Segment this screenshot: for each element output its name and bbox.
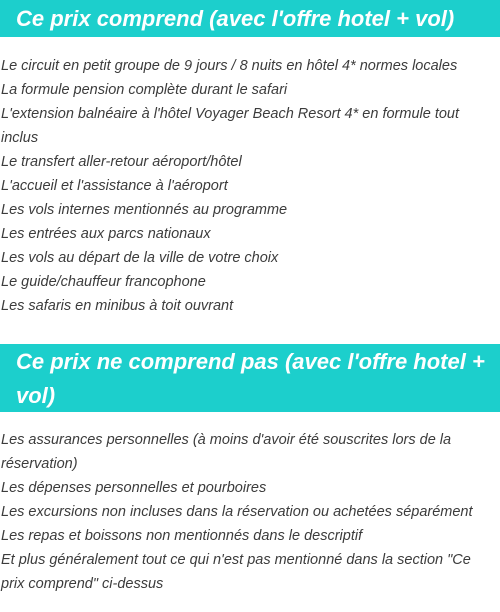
list-item: Les excursions non incluses dans la réservation ou achetées séparément (1, 504, 473, 520)
list-item: Les vols internes mentionnés au programme (1, 202, 288, 218)
excluded-list (1, 428, 497, 596)
list-item: Le guide/chauffeur francophone (1, 274, 206, 290)
section-title-excluded: Ce prix ne comprend pas (avec l'offre hotel + vol) (0, 344, 500, 412)
list-item: Et plus généralement tout ce qui n'est pas mentionné dans la section "Ce prix comprend" ci-dessus (1, 552, 471, 592)
list-item: Le transfert aller-retour aéroport/hôtel (1, 154, 242, 170)
list-item: Les dépenses personnelles et pourboires (1, 480, 267, 496)
list-item: Les assurances personnelles (à moins d'avoir été souscrites lors de la réservation) (1, 432, 452, 472)
list-item: L'extension balnéaire à l'hôtel Voyager Beach Resort 4* en formule tout inclus (1, 106, 460, 146)
list-item: Les vols au départ de la ville de votre choix (1, 250, 279, 266)
list-item: Les safaris en minibus à toit ouvrant (1, 298, 234, 314)
section-title-included: Ce prix comprend (avec l'offre hotel + vol) (0, 0, 500, 37)
list-item: Le circuit en petit groupe de 9 jours / 8 nuits en hôtel 4* normes locales (1, 58, 458, 74)
list-item: Les entrées aux parcs nationaux (1, 226, 211, 242)
list-item: La formule pension complète durant le safari (1, 82, 288, 98)
list-item: Les repas et boissons non mentionnés dans le descriptif (1, 528, 363, 544)
list-item: L'accueil et l'assistance à l'aéroport (1, 178, 228, 194)
included-list (1, 54, 497, 318)
